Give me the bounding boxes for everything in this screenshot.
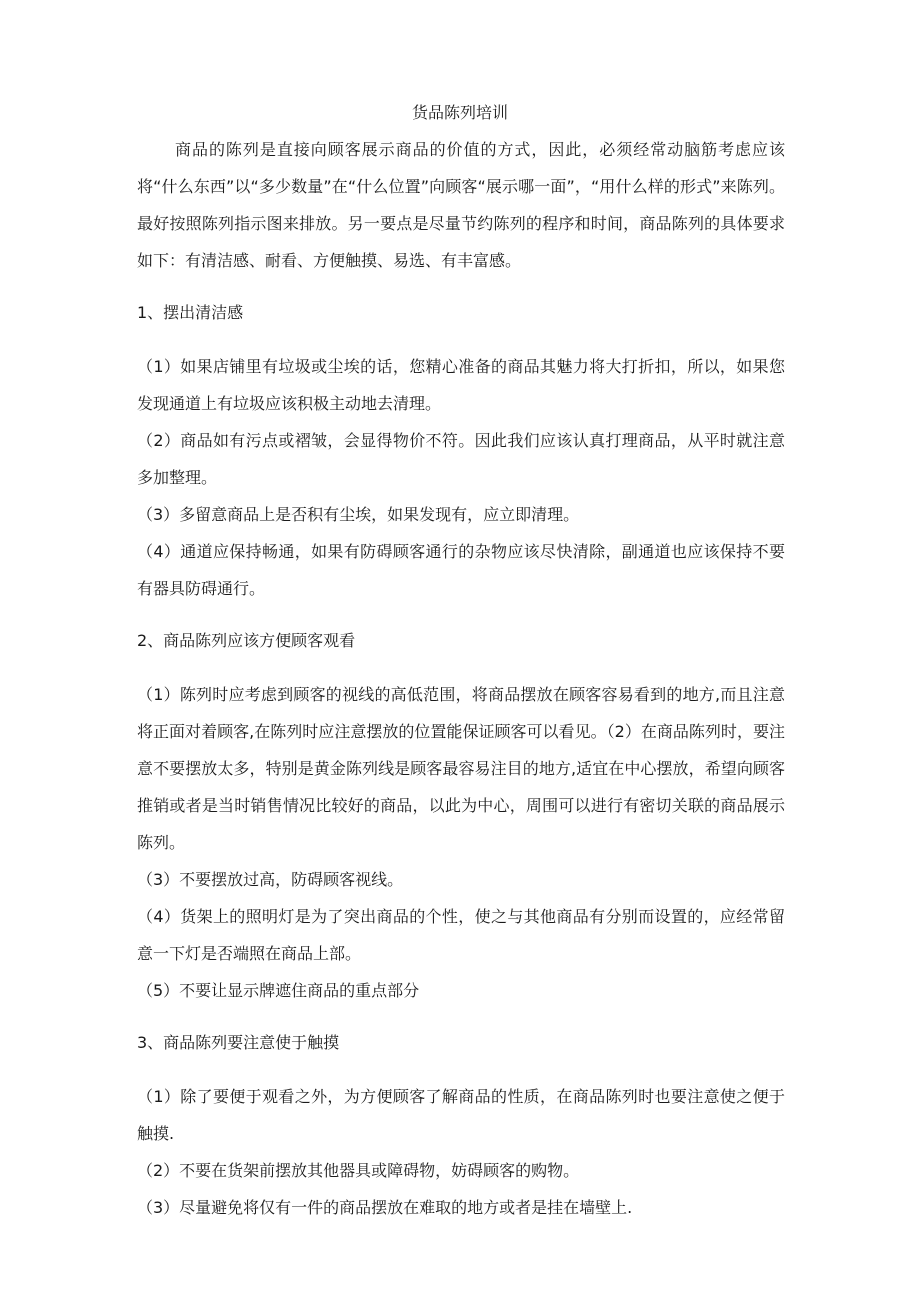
list-item: （2）不要在货架前摆放其他器具或障碍物，妨碍顾客的购物。 bbox=[137, 1161, 580, 1180]
list-item: （3）尽量避免将仅有一件的商品摆放在难取的地方或者是挂在墙壁上. bbox=[137, 1198, 633, 1217]
document-body bbox=[137, 131, 785, 1226]
list-item: （1）如果店铺里有垃圾或尘埃的话，您精心准备的商品其魅力将大打折扣，所以，如果您发现通道上有垃圾应该积极主动地去清理。 bbox=[137, 357, 785, 413]
list-item: （4）通道应保持畅通，如果有防碍顾客通行的杂物应该尽快清除，副通道也应该保持不要有器具防碍通行。 bbox=[137, 542, 785, 598]
list-item: （3）不要摆放过高，防碍顾客视线。 bbox=[137, 870, 404, 889]
list-item: （2）商品如有污点或褶皱，会显得物价不符。因此我们应该认真打理商品，从平时就注意多加整理。 bbox=[137, 431, 785, 487]
list-item: （4）货架上的照明灯是为了突出商品的个性，使之与其他商品有分别而设置的，应经常留意一下灯是否端照在商品上部。 bbox=[137, 907, 785, 963]
section-2 bbox=[137, 607, 785, 1009]
document-title: 货品陈列培训 bbox=[411, 103, 508, 122]
list-item: （1）陈列时应考虑到顾客的视线的高低范围，将商品摆放在顾客容易看到的地方,而且注意将正面对着顾客,在陈列时应注意摆放的位置能保证顾客可以看见。（2）在商品陈列时，要注意不要摆放太多，特别是黄金陈列线是顾客最容易注目的地方,适宜在中心摆放，希望向顾客推销或者是当时销售情况比较好的商品，以此为中心，周围可以进行有密切关联的商品展示陈列。 bbox=[137, 685, 785, 852]
section-heading: 1、摆出清洁感 bbox=[137, 303, 244, 322]
list-item: （1）除了要便于观看之外，为方便顾客了解商品的性质，在商品陈列时也要注意使之便于触摸. bbox=[137, 1087, 785, 1143]
intro-paragraph: 商品的陈列是直接向顾客展示商品的价值的方式，因此，必须经常动脑筋考虑应该将“什么东西”以“多少数量”在“什么位置”向顾客“展示哪一面”，“用什么样的形式”来陈列。最好按照陈列指示图来排放。另一要点是尽量节约陈列的程序和时间，商品陈列的具体要求如下：有清洁感、耐看、方便触摸、易选、有丰富感。 bbox=[137, 140, 785, 270]
section-1 bbox=[137, 279, 785, 607]
section-heading: 2、商品陈列应该方便顾客观看 bbox=[137, 631, 356, 650]
section-heading: 3、商品陈列要注意使于触摸 bbox=[137, 1033, 340, 1052]
list-item: （5）不要让显示牌遮住商品的重点部分 bbox=[137, 981, 420, 1000]
list-item: （3）多留意商品上是否积有尘埃，如果发现有，应立即清理。 bbox=[137, 505, 580, 524]
section-3 bbox=[137, 1009, 785, 1226]
